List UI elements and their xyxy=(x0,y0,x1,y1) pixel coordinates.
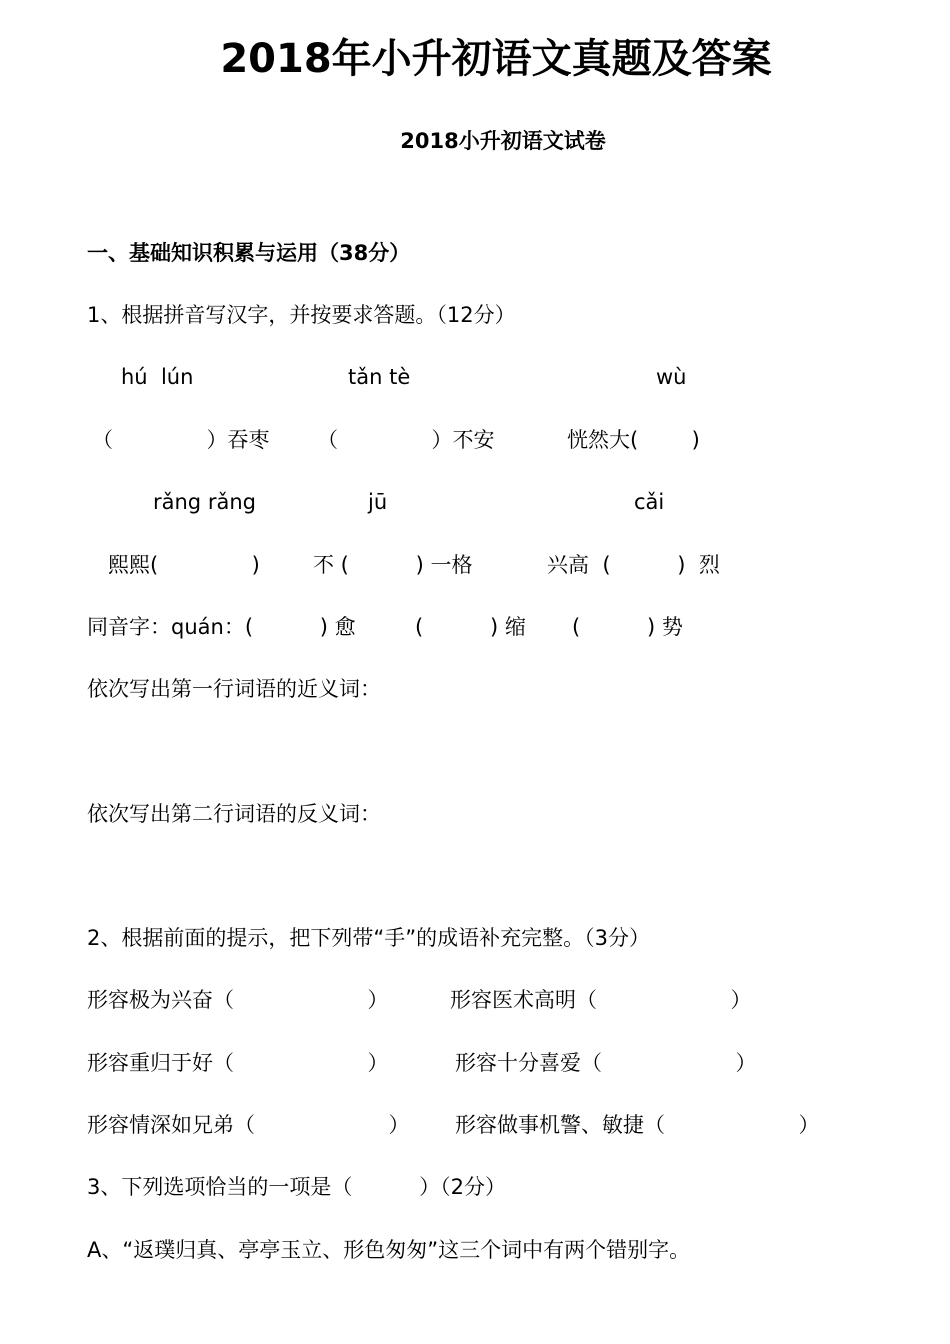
blank-word-6[interactable]: 兴高 ( ) 烈 xyxy=(547,553,720,577)
pinyin-tante: tǎn tè xyxy=(348,365,411,389)
page-subtitle: 2018小升初语文试卷 xyxy=(400,129,606,153)
idiom-item-3[interactable]: 形容重归于好（ ） xyxy=(87,1051,389,1075)
blank-word-3[interactable]: 恍然大( ) xyxy=(567,428,700,452)
homophone-a[interactable]: 同音字：quán：( ) 愈 xyxy=(87,615,356,639)
pinyin-ju: jū xyxy=(368,490,388,514)
idiom-item-2[interactable]: 形容医术高明（ ） xyxy=(450,988,752,1012)
synonym-prompt: 依次写出第一行词语的近义词： xyxy=(87,677,381,701)
question-2-prompt: 2、根据前面的提示，把下列带“手”的成语补充完整。（3分） xyxy=(87,926,650,950)
blank-word-2[interactable]: （ ）不安 xyxy=(317,428,495,452)
homophone-c[interactable]: ( ) 势 xyxy=(572,615,683,639)
question-3-option-a: A、“返璞归真、亭亭玉立、形色匆匆”这三个词中有两个错别字。 xyxy=(87,1238,691,1262)
idiom-item-4[interactable]: 形容十分喜爱（ ） xyxy=(455,1051,757,1075)
pinyin-rangrang: rǎng rǎng xyxy=(153,490,256,514)
blank-word-1[interactable]: （ ）吞枣 xyxy=(92,428,270,452)
page-title: 2018年小升初语文真题及答案 xyxy=(220,36,772,82)
pinyin-wu: wù xyxy=(656,365,687,389)
question-1-prompt: 1、根据拼音写汉字，并按要求答题。（12分） xyxy=(87,303,516,327)
idiom-item-5[interactable]: 形容情深如兄弟（ ） xyxy=(87,1113,410,1137)
blank-word-4[interactable]: 熙熙( ) xyxy=(108,553,260,577)
homophone-b[interactable]: ( ) 缩 xyxy=(415,615,526,639)
pinyin-hulun: hú lún xyxy=(121,365,194,389)
idiom-item-1[interactable]: 形容极为兴奋（ ） xyxy=(87,988,389,1012)
section-heading: 一、基础知识积累与运用（38分） xyxy=(87,241,411,265)
idiom-item-6[interactable]: 形容做事机警、敏捷（ ） xyxy=(455,1113,820,1137)
antonym-prompt: 依次写出第二行词语的反义词： xyxy=(87,802,381,826)
question-3-prompt[interactable]: 3、下列选项恰当的一项是（ ）（2分） xyxy=(87,1175,506,1199)
blank-word-5[interactable]: 不 ( ) 一格 xyxy=(313,553,473,577)
pinyin-cai: cǎi xyxy=(634,490,665,514)
